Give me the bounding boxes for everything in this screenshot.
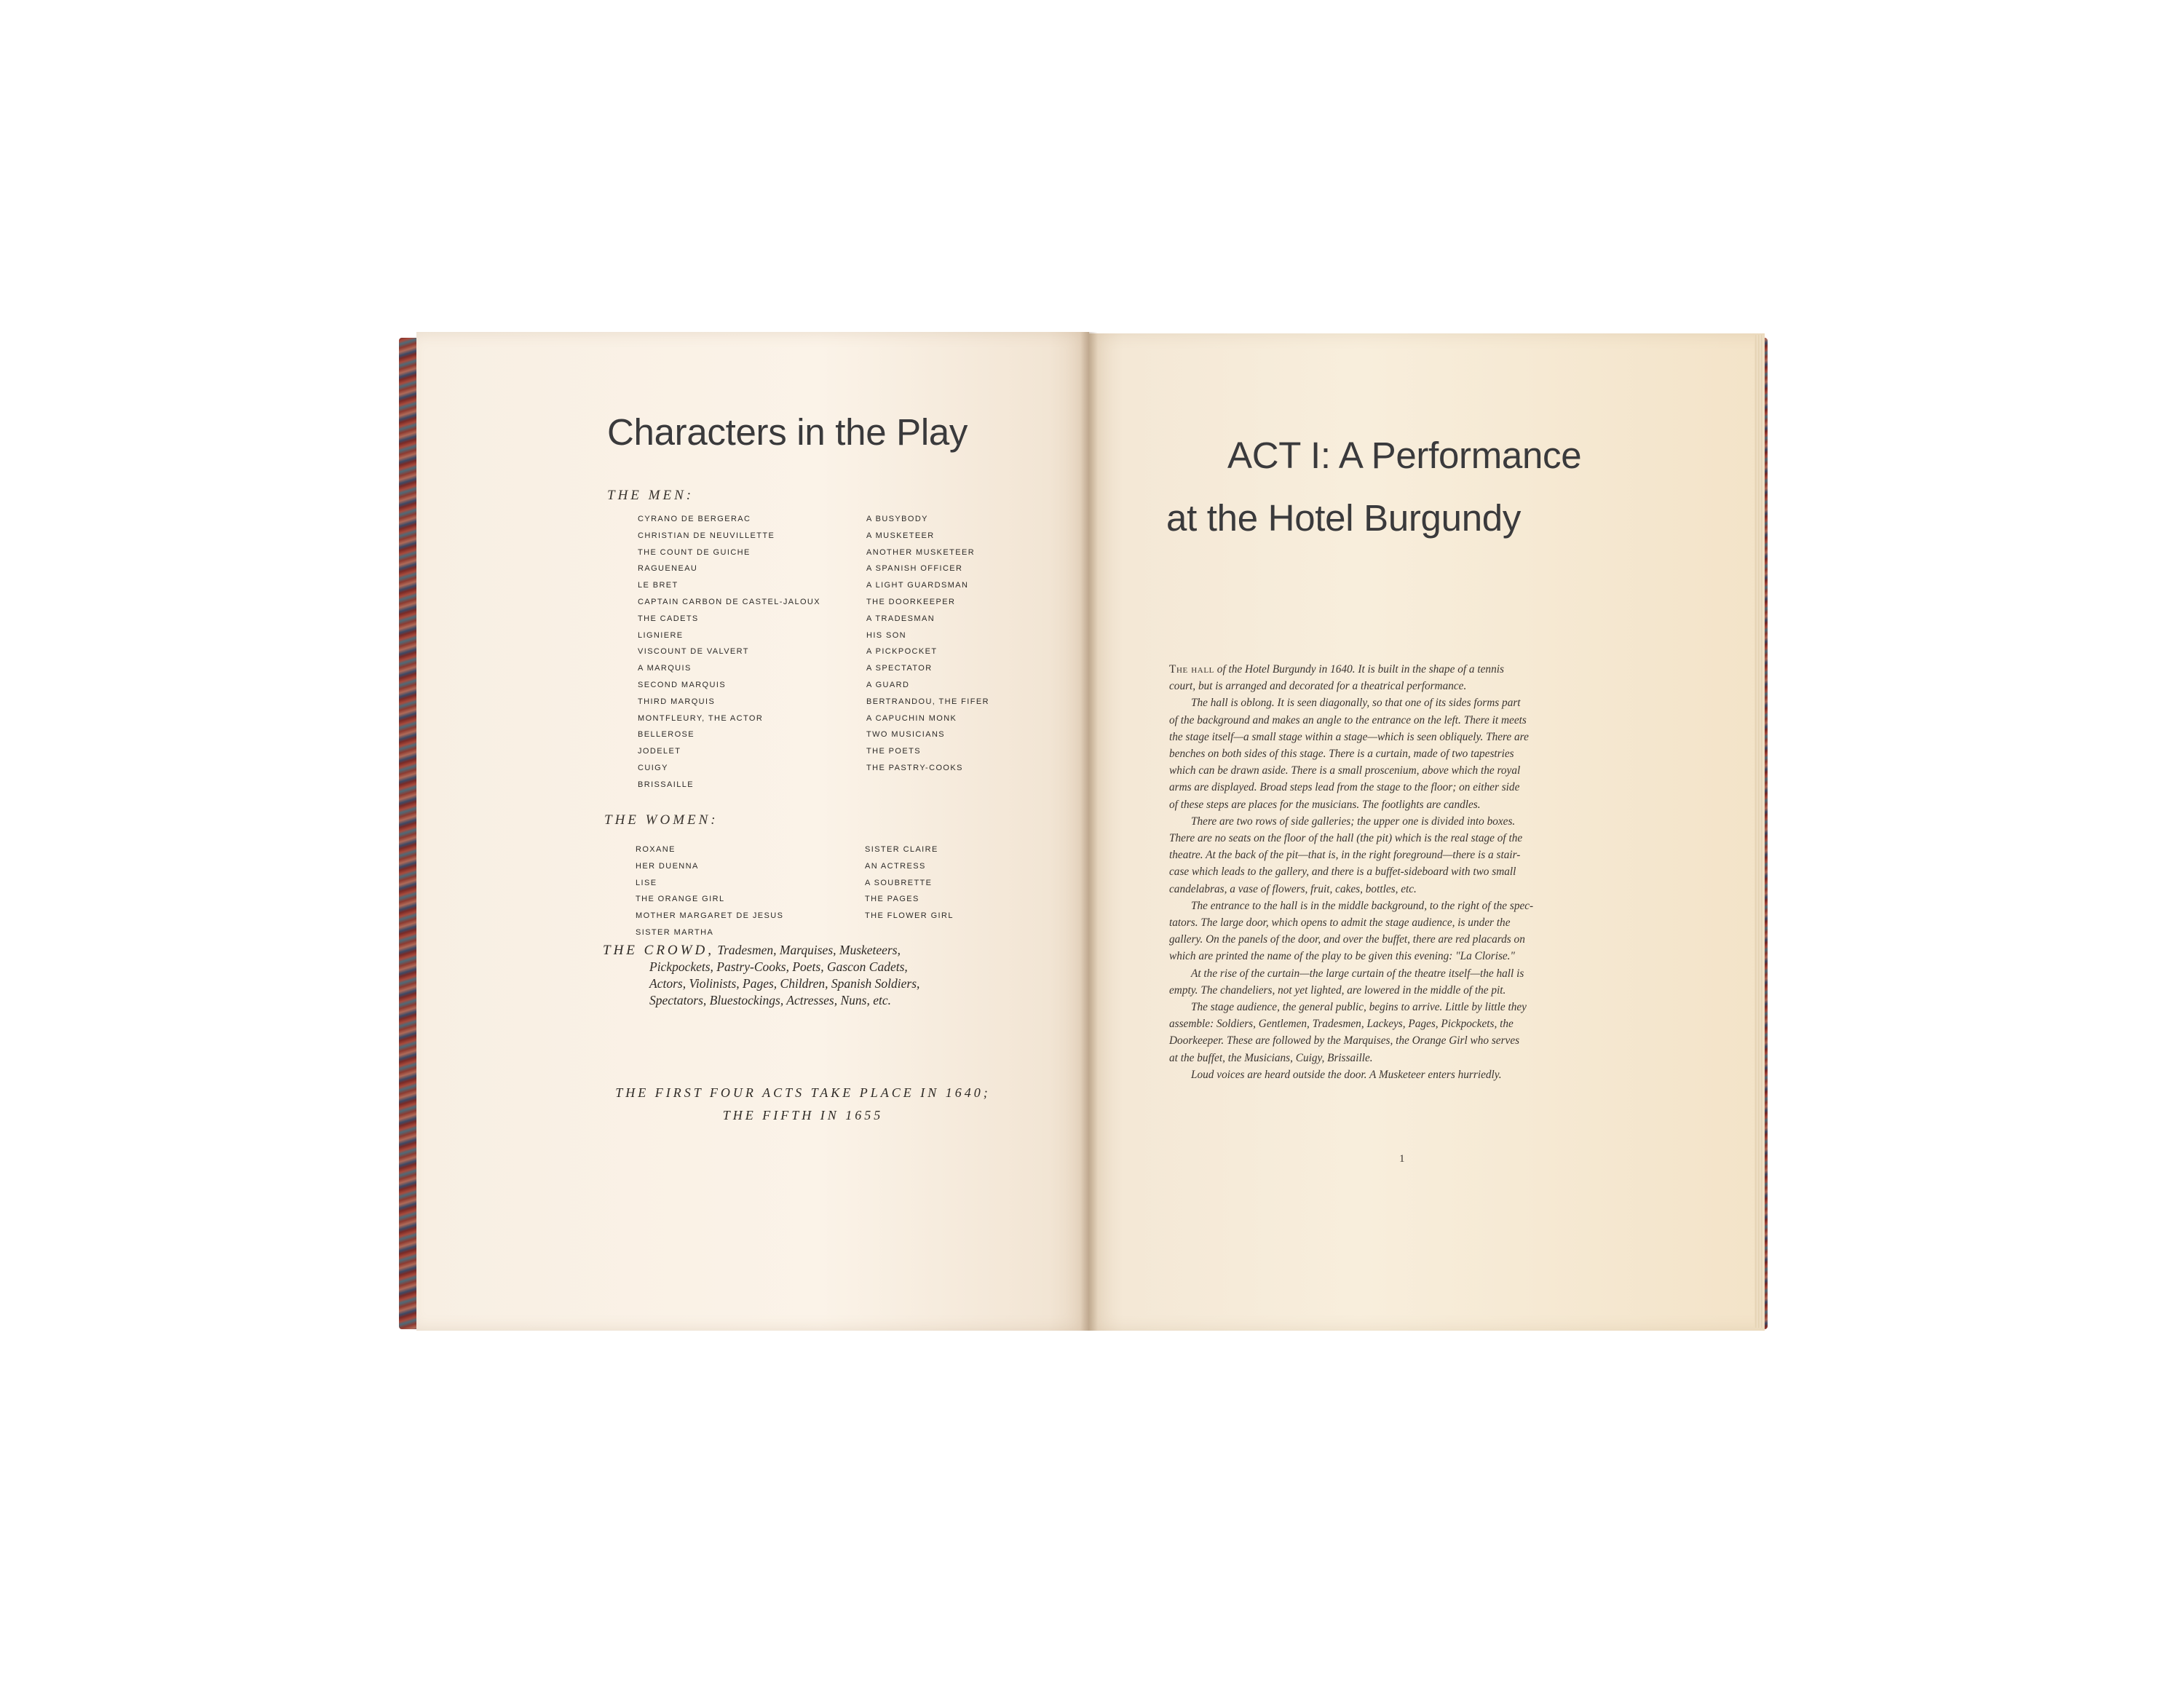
cast-member: LISE [636, 878, 657, 887]
crowd-line: Spectators, Bluestockings, Actresses, Nuns, etc. [649, 993, 891, 1007]
text-line: The stage audience, the general public, begins to arrive. Little by little they [1191, 1001, 1527, 1014]
text-line: The hall of the Hotel Burgundy in 1640. It is built in the shape of a tennis [1169, 663, 1504, 676]
act-title-line-1: ACT I: A Performance [1227, 435, 1582, 476]
text-line: empty. The chandeliers, not yet lighted, are lowered in the middle of the pit. [1169, 983, 1506, 997]
cast-member: CAPTAIN CARBON DE CASTEL-JALOUX [638, 597, 821, 606]
lead-smallcaps: The hall [1169, 663, 1214, 676]
cast-member: RAGUENEAU [638, 564, 698, 574]
characters-title: Characters in the Play [607, 411, 968, 453]
text-line: case which leads to the gallery, and there is a buffet-sideboard with two small [1169, 866, 1516, 879]
cast-member: A SPANISH OFFICER [866, 564, 963, 574]
text-line: which can be drawn aside. There is a small proscenium, above which the royal [1169, 764, 1521, 777]
cast-member: A GUARD [866, 680, 910, 689]
text-line: assemble: Soldiers, Gentlemen, Tradesmen, Lackeys, Pages, Pickpockets, the [1169, 1018, 1514, 1031]
cast-member: A CAPUCHIN MONK [866, 713, 957, 723]
text-line: tators. The large door, which opens to admit the stage audience, is under the [1169, 916, 1511, 930]
text-line: candelabras, a vase of flowers, fruit, cakes, bottles, etc. [1169, 882, 1417, 895]
cast-member: THE COUNT DE GUICHE [638, 547, 751, 557]
women-list-column-2 [865, 841, 954, 924]
crowd-line-first [603, 942, 1054, 959]
acts-note-line: THE FIFTH IN 1655 [722, 1108, 884, 1122]
text-line: At the rise of the curtain—the large curtain of the theatre itself—the hall is [1191, 967, 1524, 980]
page-number: 1 [1399, 1153, 1405, 1165]
crowd-line: Pickpockets, Pastry-Cooks, Poets, Gascon Cadets, [649, 959, 908, 974]
text-line: of the background and makes an angle to the entrance on the left. There it meets [1169, 713, 1527, 726]
text-line: arms are displayed. Broad steps lead from the stage to the floor; on either side [1169, 781, 1520, 794]
cast-member: A MARQUIS [638, 664, 692, 673]
cast-member: THE DOORKEEPER [866, 597, 956, 606]
cast-member: SECOND MARQUIS [638, 680, 727, 689]
text-line: which are printed the name of the play to be given this evening: "La Clorise." [1169, 950, 1515, 963]
cast-member: THE PAGES [865, 895, 919, 904]
cast-member: A SOUBRETTE [865, 878, 933, 887]
text-line: There are two rows of side galleries; the upper one is divided into boxes. [1191, 815, 1516, 828]
crowd-line: Tradesmen, Marquises, Musketeers, [717, 943, 901, 957]
cast-member: A PICKPOCKET [866, 647, 938, 657]
text-line: The entrance to the hall is in the middle background, to the right of the spec- [1191, 899, 1534, 912]
cast-member: THE PASTRY-COOKS [866, 763, 963, 772]
text-line: court, but is arranged and decorated for a theatrical performance. [1169, 680, 1467, 693]
cast-member: HIS SON [866, 630, 907, 640]
cast-member: MOTHER MARGARET DE JESUS [636, 911, 784, 921]
acts-time-note [566, 1082, 1040, 1127]
men-list-column-1 [638, 511, 820, 793]
crowd-description [603, 942, 1054, 1009]
cast-member: VISCOUNT DE VALVERT [638, 647, 749, 657]
cast-member: SISTER MARTHA [636, 927, 714, 937]
men-list-column-2 [866, 511, 989, 777]
stage-directions [1169, 661, 1650, 1083]
cast-member: LE BRET [638, 581, 678, 590]
men-section-label: THE MEN: [607, 488, 695, 503]
text-line: theatre. At the back of the pit—that is, in the right foreground—there is a stair- [1169, 849, 1521, 862]
cast-member: ANOTHER MUSKETEER [866, 547, 976, 557]
cast-member: THE POETS [866, 747, 921, 756]
women-section-label: THE WOMEN: [604, 812, 719, 828]
cast-member: THE CADETS [638, 614, 699, 623]
text-line: The hall is oblong. It is seen diagonally, so that one of its sides forms part [1191, 697, 1521, 710]
cast-member: BERTRANDOU, THE FIFER [866, 697, 989, 706]
crowd-label: THE CROWD, [603, 943, 714, 958]
book-gutter [1080, 332, 1098, 1331]
cast-member: CHRISTIAN DE NEUVILLETTE [638, 531, 775, 540]
left-page [416, 332, 1089, 1331]
cast-member: LIGNIERE [638, 630, 684, 640]
women-list-column-1 [636, 841, 783, 941]
cast-member: CYRANO DE BERGERAC [638, 515, 751, 523]
cast-member: SISTER CLAIRE [865, 845, 938, 854]
text-line: Doorkeeper. These are followed by the Marquises, the Orange Girl who serves [1169, 1034, 1520, 1048]
text-line: at the buffet, the Musicians, Cuigy, Brissaille. [1169, 1051, 1373, 1064]
cast-member: THE FLOWER GIRL [865, 911, 954, 921]
cast-member: HER DUENNA [636, 861, 699, 871]
crowd-line: Actors, Violinists, Pages, Children, Spanish Soldiers, [649, 976, 920, 991]
cast-member: A BUSYBODY [866, 515, 928, 523]
cast-member: JODELET [638, 747, 681, 756]
text-line: gallery. On the panels of the door, and over the buffet, there are red placards on [1169, 933, 1525, 946]
text-line: benches on both sides of this stage. There is a curtain, made of two tapestries [1169, 748, 1514, 761]
cast-member: TWO MUSICIANS [866, 730, 946, 740]
text-line: of these steps are places for the musicians. The footlights are candles. [1169, 798, 1481, 811]
page-edge [1754, 335, 1763, 1328]
cast-member: BRISSAILLE [638, 780, 694, 789]
cast-member: MONTFLEURY, THE ACTOR [638, 713, 764, 723]
text-line: the stage itself—a small stage within a stage—which is seen obliquely. There are [1169, 730, 1529, 743]
cast-member: AN ACTRESS [865, 861, 926, 871]
text-line: There are no seats on the floor of the hall (the pit) which is the real stage of the [1169, 832, 1523, 845]
cast-member: THIRD MARQUIS [638, 697, 716, 706]
cast-member: THE ORANGE GIRL [636, 895, 725, 904]
cast-member: A SPECTATOR [866, 664, 933, 673]
cast-member: CUIGY [638, 763, 668, 772]
cast-member: A MUSKETEER [866, 531, 935, 540]
acts-note-line: THE FIRST FOUR ACTS TAKE PLACE IN 1640; [615, 1085, 991, 1100]
cast-member: ROXANE [636, 845, 676, 854]
open-book [399, 332, 1768, 1332]
text-line: Loud voices are heard outside the door. A Musketeer enters hurriedly. [1191, 1068, 1502, 1081]
cast-member: A LIGHT GUARDSMAN [866, 581, 969, 590]
cast-member: BELLEROSE [638, 730, 695, 740]
cast-member: A TRADESMAN [866, 614, 935, 623]
act-title-line-2: at the Hotel Burgundy [1166, 497, 1522, 539]
